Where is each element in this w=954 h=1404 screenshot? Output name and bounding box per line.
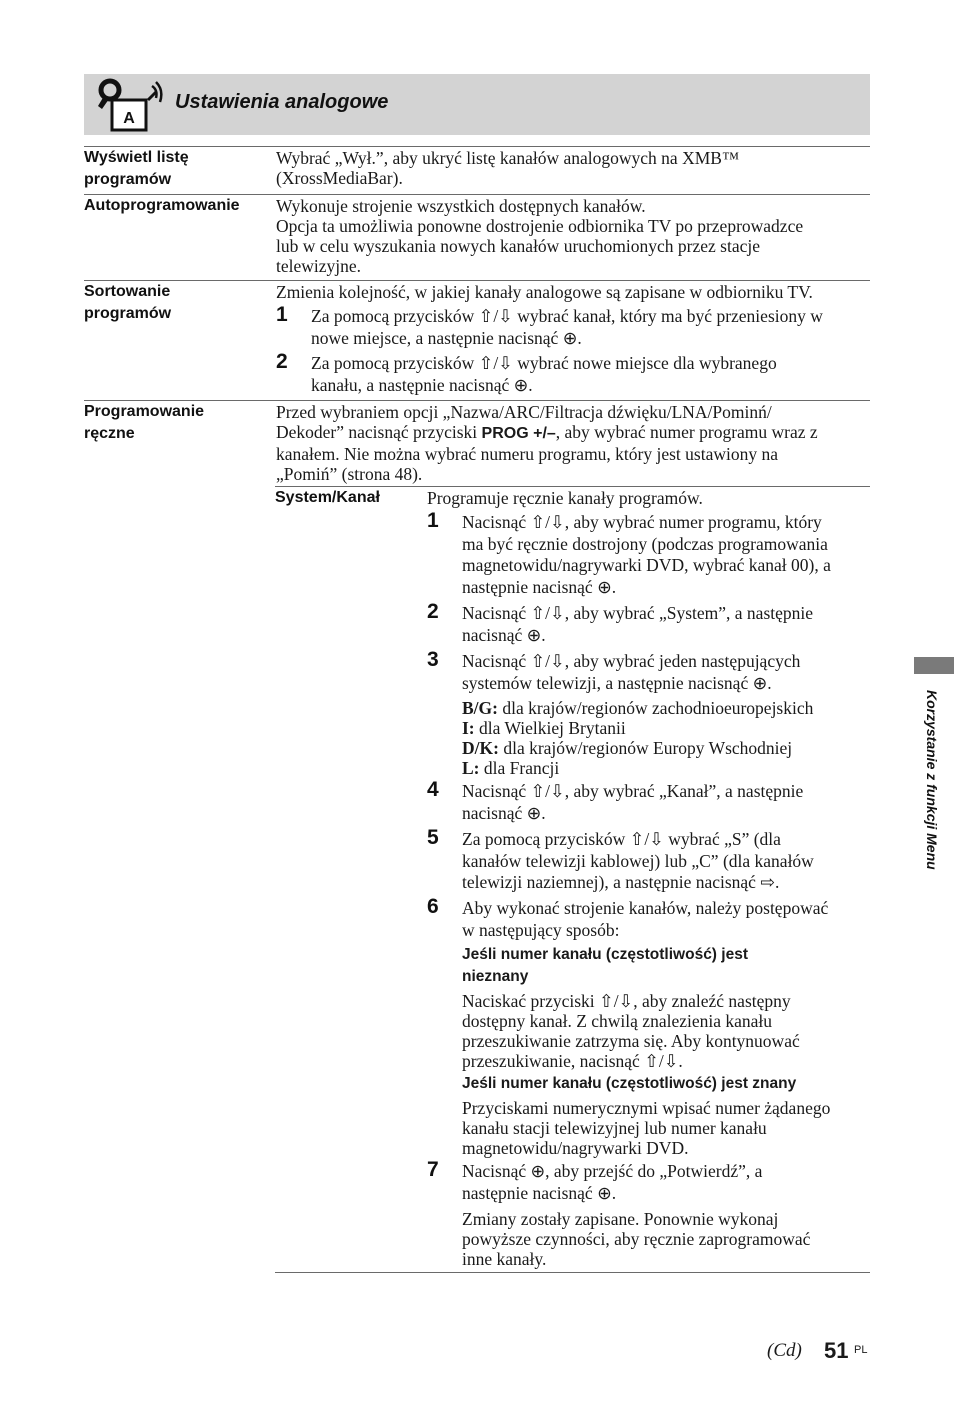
row-divider <box>275 1272 870 1273</box>
page-number: 51 <box>824 1338 849 1363</box>
settings-tv-icon <box>96 78 164 134</box>
unknown-channel-text: Naciskać przyciski ⇧/⇩, aby znaleźć następny dostępny kanał. Z chwilą znalezienia kanału przeszukiwanie zatrzyma się. Aby kontynuować przeszukiwanie, nacisnąć ⇧/⇩. <box>462 991 800 1071</box>
step-text: Nacisnąć ⇧/⇩, aby wybrać jeden następujących systemów telewizji, a następnie nacisnąć ⊕. <box>462 651 801 693</box>
row-desc-wyswietl: Wybrać „Wył.”, aby ukryć listę kanałów analogowych na XMB™ (XrossMediaBar). <box>276 148 740 188</box>
step-number: 5 <box>427 826 439 849</box>
row-divider <box>84 146 870 147</box>
continued-label: (Cd) <box>767 1340 802 1361</box>
step-text: Nacisnąć ⇧/⇩, aby wybrać numer programu, który ma być ręcznie dostrojony (podczas programowania magnetowidu/nagrywarki DVD, wybrać kanał 00), a następnie nacisnąć ⊕. <box>462 512 831 597</box>
page-language: PL <box>854 1344 868 1356</box>
step-number: 3 <box>427 648 439 671</box>
step-number: 7 <box>427 1158 439 1181</box>
step-number: 6 <box>427 895 439 918</box>
row-desc-autoprog: Wykonuje strojenie wszystkich dostępnych kanałów. Opcja ta umożliwia ponowne dostrojenie odbiornika TV po przeprowadzce lub w celu wyszukania nowych kanałów uruchomionych przez stacje telewizyjne. <box>276 196 804 276</box>
system-item: B/G: dla krajów/regionów zachodnioeuropejskich <box>462 698 814 718</box>
step-text: Nacisnąć ⇧/⇩, aby wybrać „System”, a następnie nacisnąć ⊕. <box>462 603 814 645</box>
row-desc-sort: Zmienia kolejność, w jakiej kanały analogowe są zapisane w odbiorniku TV. <box>276 282 813 302</box>
subrow-intro: Programuje ręcznie kanały programów. <box>427 488 703 508</box>
row-label-autoprog: Autoprogramowanie <box>84 197 240 214</box>
step-text: Za pomocą przycisków ⇧/⇩ wybrać nowe miejsce dla wybranego kanału, a następnie nacisnąć ⊕. <box>311 353 777 395</box>
row-divider <box>84 280 870 281</box>
system-item: L: dla Francji <box>462 758 560 778</box>
step-text: Nacisnąć ⇧/⇩, aby wybrać „Kanał”, a następnie nacisnąć ⊕. <box>462 781 804 823</box>
system-item: I: dla Wielkiej Brytanii <box>462 718 626 738</box>
step-number: 1 <box>427 509 439 532</box>
prog-button-ref: PROG +/– <box>481 425 556 442</box>
known-channel-text: Przyciskami numerycznymi wpisać numer żądanego kanału stacji telewizyjnej lub numer kanału magnetowidu/nagrywarki DVD. <box>462 1098 831 1158</box>
subrow-label-system: System/Kanał <box>275 489 380 506</box>
step-text: Aby wykonać strojenie kanałów, należy postępować w następujący sposób: <box>462 898 829 940</box>
step-text: Za pomocą przycisków ⇧/⇩ wybrać kanał, który ma być przeniesiony w nowe miejsce, a następnie nacisnąć ⊕. <box>311 306 823 348</box>
step-text: Nacisnąć ⊕, aby przejść do „Potwierdź”, a następnie nacisnąć ⊕. <box>462 1161 763 1203</box>
tv-systems-list <box>462 698 813 778</box>
row-label-wyswietl: Wyświetl listę programów <box>84 149 189 188</box>
section-title: Ustawienia analogowe <box>175 91 389 113</box>
known-channel-heading: Jeśli numer kanału (częstotliwość) jest znany <box>462 1075 797 1092</box>
step-number: 2 <box>427 600 439 623</box>
row-label-sort: Sortowanie programów <box>84 283 172 322</box>
side-tab-marker <box>914 657 954 674</box>
step-number: 1 <box>276 303 288 326</box>
row-desc-manual: Przed wybraniem opcji „Nazwa/ARC/Filtracja dźwięku/LNA/Pominń/ Dekoder” nacisnąć przyciski PROG +/–, aby wybrać numer programu wraz z kanałem. Nie można wybrać numeru programu, który jest ustawiony na „Pomiń” (strona 48). <box>276 402 818 484</box>
saved-note: Zmiany zostały zapisane. Ponownie wykonaj powyższe czynności, aby ręcznie zaprogramować inne kanały. <box>462 1209 811 1269</box>
step-text: Za pomocą przycisków ⇧/⇩ wybrać „S” (dla kanałów telewizji kablowej) lub „C” (dla kanałów telewizji naziemnej), a następnie nacisnąć ⇨. <box>462 829 814 892</box>
step-number: 4 <box>427 778 439 801</box>
side-tab-label: Korzystanie z funkcji Menu <box>924 690 940 870</box>
unknown-channel-heading: Jeśli numer kanału (częstotliwość) jest nieznany <box>462 946 748 985</box>
row-label-manual: Programowanie ręczne <box>84 403 205 442</box>
system-item: D/K: dla krajów/regionów Europy Wschodniej <box>462 738 793 758</box>
step-number: 2 <box>276 350 288 373</box>
section-header <box>84 74 870 135</box>
svg-text:A: A <box>123 110 135 127</box>
